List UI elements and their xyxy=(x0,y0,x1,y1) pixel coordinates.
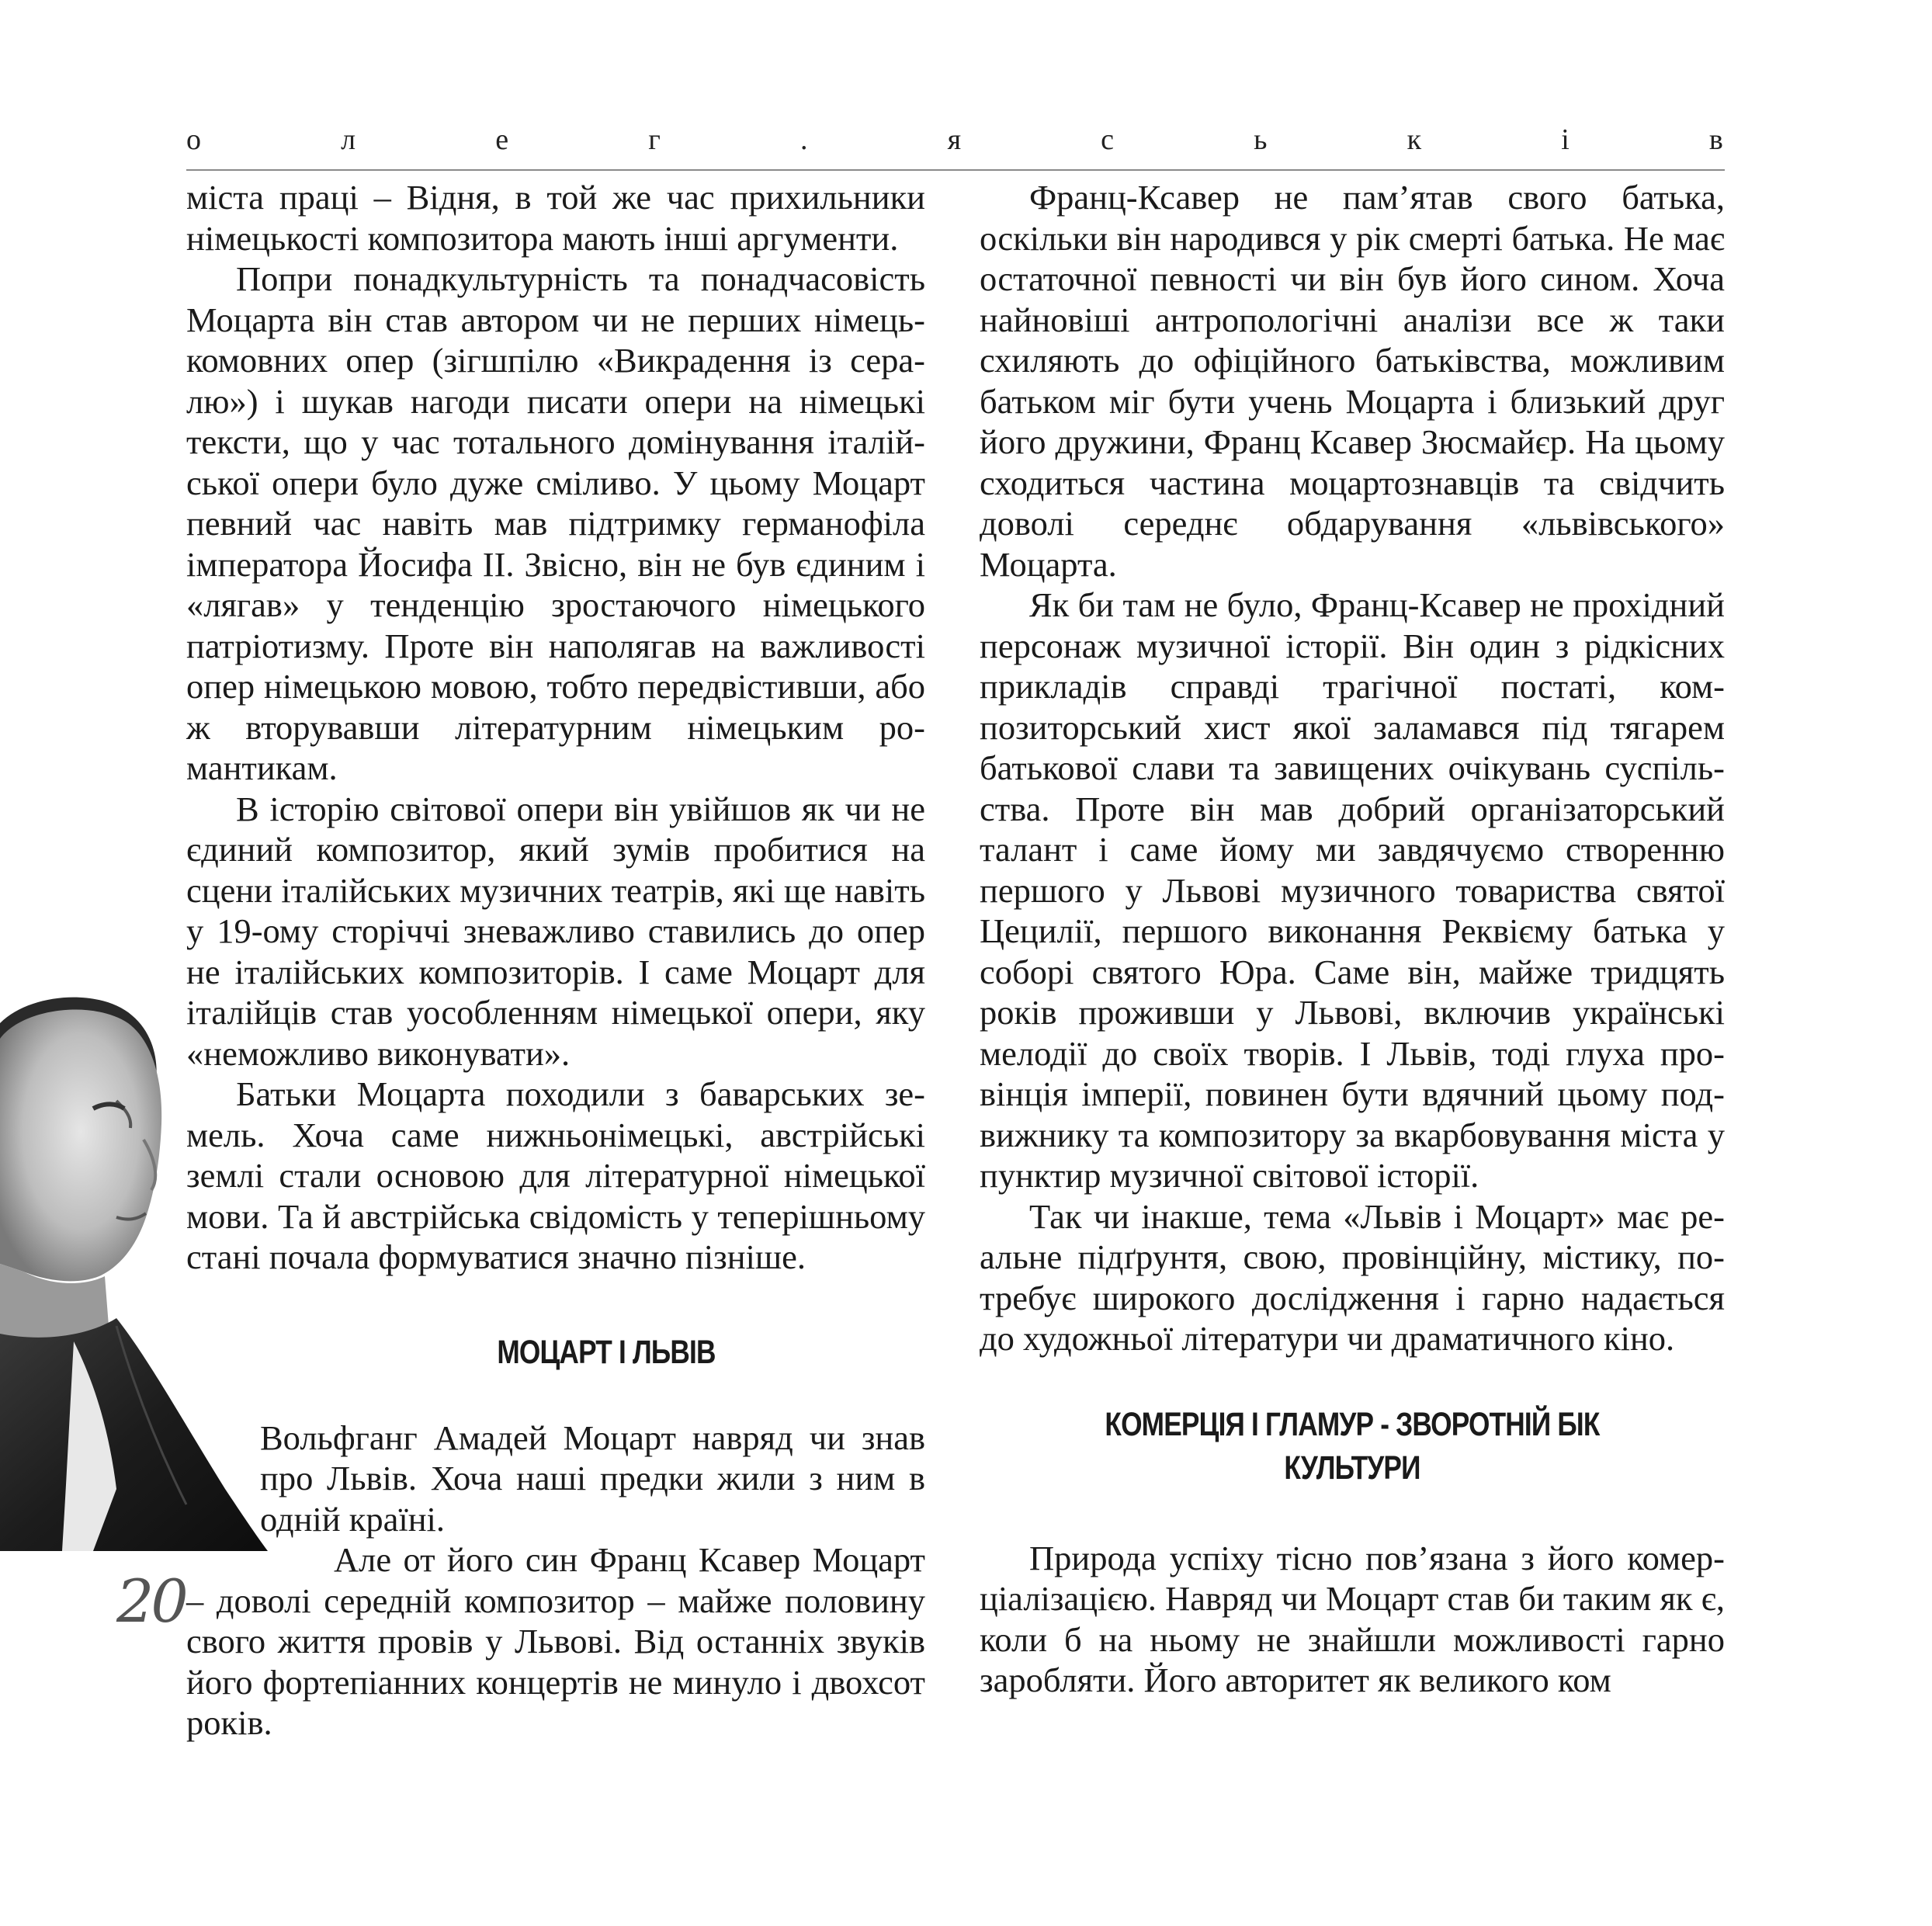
paragraph: В історію світової опери він увійшов як чи не єдиний композитор, який зумів пробитися на сцени італійських музичних театрів, які ще навіть у 19-ому сторіччі зневажливо ставились до опер не італійських композиторів. І саме Моцарт для італійців став уособленням німецької опери, яку «неможливо виконувати». xyxy=(186,789,925,1073)
paragraph: Так чи інакше, тема «Львів і Моцарт» має реальне підґрунтя, свою, провінційну, містику, потребує широкого дослідження і гарно надається до художньої літератури чи драматичного кіно. xyxy=(980,1196,1725,1358)
author-portrait-photo-icon xyxy=(0,992,268,1551)
paragraph: Попри понадкультурність та понадчасовість Моцарта він став автором чи не перших німецькомовних опер (зігшпілю «Викрадення із сералю») і шукав нагоди писати опери на німецькі тексти, що у час тотального домінування італійської опери було дуже сміливо. У цьому Моцарт певний час навіть мав підтримку германофіла імператора Йосифа ІІ. Звісно, він не був єдиним і «лягав» у тенденцію зростаючого німецького патріотизму. Проте він наполягав на важливості опер німецькою мовою, тобто передвістивши, або ж вторувавши літературним німецьким романтикам. xyxy=(186,259,925,787)
running-head-letter: л xyxy=(341,123,356,156)
paragraph xyxy=(186,1074,925,1278)
paragraph: Вольфганг Амадей Моцарт навряд чи знав про Львів. Хоча наші предки жили з ним в одній країні. xyxy=(260,1418,925,1539)
paragraph-part: Батьки Моцарта походили з баварських земель. xyxy=(186,1074,925,1154)
paragraph-part: Хоча саме нижньонімецькі, австрійські землі стали основою для літературної німецької мови. Та й австрійська свідомість у теперішньому стані почала формуватися значно пізніше. xyxy=(186,1115,925,1276)
paragraph: міста праці – Відня, в той же час прихильники німецькості композитора мають інші аргументи. xyxy=(186,178,925,258)
paragraph: Франц-Ксавер не пам’ятав свого батька, оскільки він народився у рік смерті батька. Не має остаточної певності чи він був його сином. Хоча найновіші антропологічні аналізи все ж таки схиляють до офіційного батьківства, можливим батьком міг бути учень Моцарта і близький друг його дружини, Франц Ксавер Зюсмайєр. На цьому сходиться частина моцартознавців та свідчить доволі середнє обдарування «львівського» Моцарта. xyxy=(980,178,1725,584)
paragraph: Але от його син Франц Ксавер Моцарт – доволі середній композитор – майже половину свого життя провів у Львові. Від останніх звуків його фортепіанних концертів не минуло і двохсот років. xyxy=(186,1540,925,1742)
running-head-letter: с xyxy=(1101,123,1115,156)
running-head-letter: к xyxy=(1407,123,1422,156)
paragraph: Природа успіху тісно пов’язана з його комерціалізацією. Навряд чи Моцарт став би таким як є, коли б на ньому не знайшли можливості гарно заробляти. Його авторитет як великого ком xyxy=(980,1538,1725,1699)
header-rule xyxy=(186,169,1725,171)
running-head-letter: . xyxy=(800,123,808,156)
right-column xyxy=(980,177,1725,1701)
running-head xyxy=(186,123,1723,157)
left-column xyxy=(186,177,925,1744)
running-head-letter: в xyxy=(1708,123,1723,156)
running-head-letter: г xyxy=(648,123,661,156)
section-heading-mozart-lviv: МОЦАРТ І ЛЬВІВ xyxy=(497,1333,716,1371)
page-number: 20 xyxy=(116,1567,186,1636)
running-head-letter: і xyxy=(1561,123,1570,156)
running-head-letter: ь xyxy=(1254,123,1268,156)
section-heading-commerce-glamour: КОМЕРЦІЯ І ГЛАМУР - ЗВОРОТНІЙ БІК КУЛЬТУРИ xyxy=(1105,1405,1600,1487)
paragraph: Як би там не було, Франц-Ксавер не прохідний персонаж музичної історії. Він один з рідкісних прикладів справді трагічної постаті, композиторський хист якої заламався під тягарем батькової слави та завищених очікувань суспільства. Проте він мав добрий організаторський талант і саме йому ми завдячуємо створенню першого у Львові музичного товариства святої Цецилії, першого виконання Реквієму батька у соборі святого Юра. Саме він, майже тридцять років проживши у Львові, включив українські мелодії до своїх творів. І Львів, тоді глуха провінція імперії, повинен бути вдячний цьому подвижнику та композитору за вкарбовування міста у пунктир музичної світової історії. xyxy=(980,585,1725,1195)
running-head-letter: е xyxy=(495,123,509,156)
running-head-letter: я xyxy=(947,123,962,156)
running-head-letter: о xyxy=(186,123,201,156)
